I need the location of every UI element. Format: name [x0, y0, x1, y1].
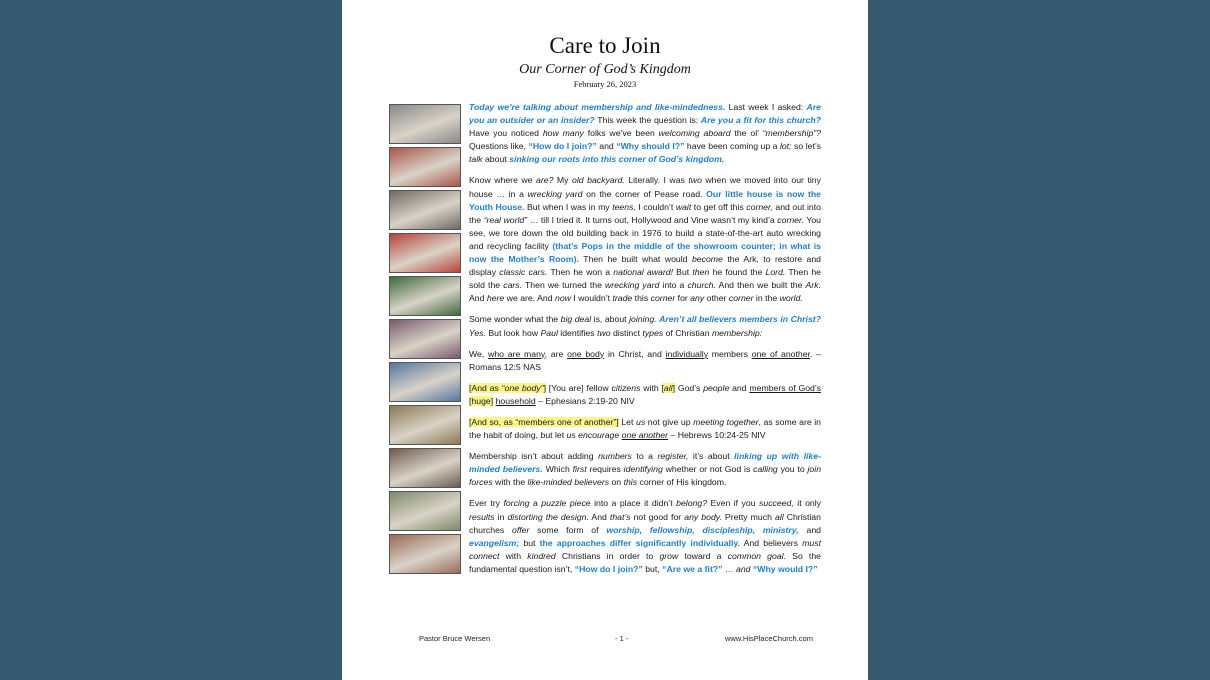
text-run: wrecking yard [527, 188, 583, 199]
text-run: And [469, 293, 487, 304]
text-run: that’s [609, 511, 631, 522]
text-run: linking up with like-minded believers. [469, 451, 821, 475]
text-run: puzzle piece [541, 498, 591, 509]
text-run: here [486, 293, 505, 304]
text-run: kindred [527, 550, 556, 561]
text-run: You see, we tore down the old building back in 1976 to build a state-of-the-art auto wrecking and recycling facility [469, 214, 822, 251]
text-run: distorting the design. [507, 511, 589, 522]
footer-page-number: - 1 - [615, 634, 629, 643]
text-run: Know where we [469, 175, 537, 186]
text-run: evangelism; [469, 537, 520, 548]
text-run: how many [542, 128, 584, 139]
text-run: and [729, 382, 750, 393]
text-run: two [688, 175, 702, 186]
text-run: some form of [529, 524, 607, 535]
text-run: . – Romans 12:5 NAS [469, 348, 821, 372]
text-run: one body [567, 348, 605, 359]
text-run: to a [631, 451, 658, 462]
text-run: the Ark, to restore and display [469, 254, 822, 278]
text-run: old backyard. [572, 175, 625, 186]
text-run: sinking our roots into this corner of God’s kingdom. [509, 154, 725, 165]
text-run: all [774, 511, 784, 522]
text-run: become [691, 254, 723, 265]
text-run: Our little house is now the Youth House. [469, 188, 821, 212]
text-run: not good for [630, 511, 685, 522]
sermon-body [469, 101, 821, 584]
text-run: “How do I join?” [574, 563, 643, 574]
quote-ephesians [469, 382, 821, 408]
text-run: into a place it didn’t [590, 498, 677, 509]
text-run: a [529, 498, 542, 509]
text-run: Today we’re talking about membership and like-mindedness. [469, 102, 726, 112]
text-run: “membership”? [762, 128, 821, 139]
text-run: but, [642, 563, 663, 574]
footer-author: Pastor Bruce Wersen [419, 634, 491, 643]
photo-church-aerial [389, 491, 461, 531]
text-run: welcoming aboard [658, 128, 731, 139]
photo-clown [389, 104, 461, 144]
document-page [342, 0, 868, 680]
text-run: This week the question is: [594, 115, 701, 126]
text-run: one another [621, 430, 669, 441]
text-run: all [663, 382, 673, 393]
text-run: classic cars. [499, 267, 548, 278]
text-run: grow [659, 550, 679, 561]
photo-wrecking-yard [389, 362, 461, 402]
text-run: Paul [540, 327, 558, 338]
text-run: Have you noticed [469, 128, 543, 139]
text-run: talk [469, 154, 483, 165]
text-run: with the [492, 477, 528, 488]
text-run: wait [675, 201, 692, 212]
sermon-date: February 26, 2023 [573, 79, 637, 89]
photo-men [389, 276, 461, 316]
text-run: identifying [623, 464, 663, 475]
text-run: we are. And [504, 293, 555, 304]
text-run: Are you a fit for this church? [700, 115, 821, 126]
text-run: membership: [711, 327, 763, 338]
text-run: and [798, 524, 821, 535]
text-run: But when I was in my [524, 201, 613, 212]
text-run: And [588, 511, 610, 522]
text-run: I couldn’t [635, 201, 676, 212]
text-run: trade [612, 293, 633, 304]
text-run: calling [753, 464, 778, 475]
text-run: but [519, 537, 540, 548]
text-run: now [554, 293, 571, 304]
text-run: you to [777, 464, 808, 475]
text-run: us [635, 416, 646, 427]
text-run: on [609, 477, 624, 488]
text-run: But look how [485, 327, 541, 338]
text-run: , as some are in the habit of doing, but let [469, 416, 822, 441]
text-run: of Christian [663, 327, 712, 338]
text-run: and out into the [469, 201, 821, 225]
text-run: must connect [469, 537, 821, 561]
text-run: “Why would I?” [752, 563, 818, 574]
text-run: numbers [598, 451, 632, 462]
photo-red-car [389, 233, 461, 273]
text-run: on the corner of Pease road. [582, 188, 707, 199]
page-subtitle: Our Corner of God’s Kingdom [519, 62, 691, 77]
text-run: “Why should I?” [616, 141, 685, 152]
text-run: Then he won a [547, 267, 614, 278]
text-run: ] [672, 382, 676, 393]
text-run: Then we turned the [522, 280, 606, 291]
text-run: join forces [469, 464, 822, 488]
text-run: this [632, 293, 651, 304]
text-run: We, [469, 348, 489, 359]
text-run: My [553, 175, 573, 186]
text-run: “Are we a fit?” [662, 563, 723, 574]
photo-building [389, 147, 461, 187]
text-run: – Ephesians 2:19-20 NIV [535, 395, 635, 406]
paragraph-like-minded [469, 450, 821, 489]
text-run: with [640, 382, 662, 393]
text-run: citizens [611, 382, 641, 393]
text-run: not give up [645, 416, 694, 427]
text-run: cars. [503, 280, 523, 291]
text-run: results [469, 511, 495, 522]
text-run: it only [793, 498, 822, 509]
paragraph-membership-types [469, 313, 821, 339]
text-run: , are [544, 348, 568, 359]
text-run: in Christ, and [604, 348, 666, 359]
text-run: … till I tried it. It turns out, Hollywood and Vine wasn’t my kind’a [527, 214, 778, 225]
text-run: world. [779, 293, 803, 304]
text-run: meeting together [693, 416, 759, 427]
text-run: requires [586, 464, 624, 475]
text-run: register, [657, 451, 689, 462]
text-run: [And as [469, 382, 502, 393]
text-run: in the [753, 293, 780, 304]
paragraph-puzzle [469, 497, 821, 576]
text-run: Questions like, [469, 141, 529, 152]
photo-showroom [389, 319, 461, 359]
text-run: Are you an outsider or an insider? [469, 102, 821, 126]
text-run: (that’s Pops in the middle of the showroom counter; in what is now the Mother’s Room). [469, 240, 822, 265]
text-run: is, about [591, 314, 630, 325]
text-run: – Hebrews 10:24-25 NIV [668, 430, 766, 441]
text-run: And believers [739, 537, 803, 548]
text-run: toward a [678, 550, 728, 561]
text-run: big deal [560, 314, 592, 325]
text-run: when we moved into our tiny house … in a [469, 175, 821, 199]
text-run: Ever try [469, 498, 504, 509]
text-run: members [708, 348, 752, 359]
text-run: wrecking yard [605, 280, 660, 291]
text-run: it’s about [688, 451, 735, 462]
text-run: this [623, 477, 638, 488]
text-run: Lord. [765, 267, 786, 278]
text-run: Ark. [805, 280, 821, 291]
text-run: individually [665, 348, 709, 359]
text-run: Some wonder what the [469, 314, 561, 325]
text-run: one of another [751, 348, 810, 359]
text-run: corner [728, 293, 754, 304]
text-run: other [704, 293, 729, 304]
text-run: Pretty much [721, 511, 775, 522]
text-run: for [675, 293, 691, 304]
text-run: Membership isn’t about adding [469, 451, 599, 462]
text-run: people [703, 382, 730, 393]
text-run: ] [543, 382, 546, 393]
text-run: lot; [779, 141, 792, 152]
text-run: And then we built the [715, 280, 806, 291]
text-run: the approaches differ significantly individually. [539, 537, 740, 548]
text-run: teens, [612, 201, 636, 212]
text-run: he found the [709, 267, 766, 278]
text-run: Christians in order to [555, 550, 660, 561]
text-run: worship, fellowship, discipleship, ministry, [606, 524, 799, 535]
text-run: identifies [557, 327, 597, 338]
text-run: Let [618, 416, 636, 427]
text-run: who are many [488, 348, 545, 359]
text-run: Aren’t all believers members in Christ? [659, 314, 821, 325]
text-run: belong? [676, 498, 708, 509]
text-run: have been coming up a [684, 141, 780, 152]
text-run: Christian churches [469, 511, 821, 535]
photo-column [389, 104, 461, 577]
text-run: [ [661, 382, 664, 393]
text-run: corner. [777, 214, 804, 225]
text-run: about [482, 154, 510, 165]
text-run: [huge] [469, 395, 494, 406]
text-run: corner of His kingdom. [637, 477, 727, 488]
text-run: [You are] fellow [546, 382, 612, 393]
text-run: Which [542, 464, 573, 475]
text-run: and [596, 141, 617, 152]
text-run: offer [512, 524, 530, 535]
text-run: into a [659, 280, 688, 291]
paragraph-intro [469, 101, 821, 166]
text-run: are? [536, 175, 554, 186]
text-run: Last week I asked: [725, 102, 807, 112]
text-run: in [494, 511, 508, 522]
text-run: Literally. I was [624, 175, 689, 186]
text-run: “one body” [501, 382, 544, 393]
text-run: any [690, 293, 705, 304]
quote-romans [469, 348, 821, 374]
photo-kids [389, 534, 461, 574]
text-run: So the fundamental question isn’t, [469, 550, 822, 574]
text-run: “How do I join?” [528, 141, 597, 152]
photo-construction [389, 448, 461, 488]
text-run: … [722, 563, 736, 574]
photo-ark [389, 405, 461, 445]
footer-website[interactable]: www.HisPlaceChurch.com [725, 634, 813, 643]
text-run: God’s [675, 382, 704, 393]
quote-hebrews [469, 416, 821, 442]
photo-family [389, 190, 461, 230]
text-run: “real world” [483, 214, 528, 225]
text-run: Even if you [707, 498, 760, 509]
text-run: so let’s [791, 141, 822, 152]
text-run: common goal. [727, 550, 786, 561]
text-run: forcing [503, 498, 530, 509]
page-title: Care to Join [549, 33, 661, 58]
text-run: But [672, 267, 693, 278]
text-run: folks we’ve been [583, 128, 659, 139]
text-run: household [495, 395, 536, 406]
text-run: members of God’s [749, 382, 821, 393]
text-run: first [572, 464, 587, 475]
text-run: Then he built what would [578, 254, 692, 265]
text-run: Yes. [469, 327, 486, 338]
text-run: I wouldn’t [570, 293, 613, 304]
text-run: the ol’ [730, 128, 763, 139]
text-run: corner, [746, 201, 773, 212]
text-run: types [642, 327, 664, 338]
text-run: like-minded believers [527, 477, 610, 488]
text-run: church. [687, 280, 716, 291]
paragraph-backyard [469, 174, 821, 305]
text-run: [And so, as “members one of another”] [469, 416, 619, 427]
text-run: with [499, 550, 528, 561]
text-run: whether or not God is [662, 464, 754, 475]
text-run: corner [650, 293, 676, 304]
text-run: us encourage [566, 430, 620, 441]
text-run: to get off this [691, 201, 747, 212]
text-run: succeed, [759, 498, 794, 509]
text-run: joining. [629, 314, 657, 325]
text-run: any body. [684, 511, 722, 522]
text-run: distinct [610, 327, 643, 338]
text-run: then [692, 267, 710, 278]
text-run: Then he sold the [469, 267, 821, 291]
text-run: two [597, 327, 611, 338]
text-run: and [736, 563, 751, 574]
text-run: national award! [613, 267, 673, 278]
